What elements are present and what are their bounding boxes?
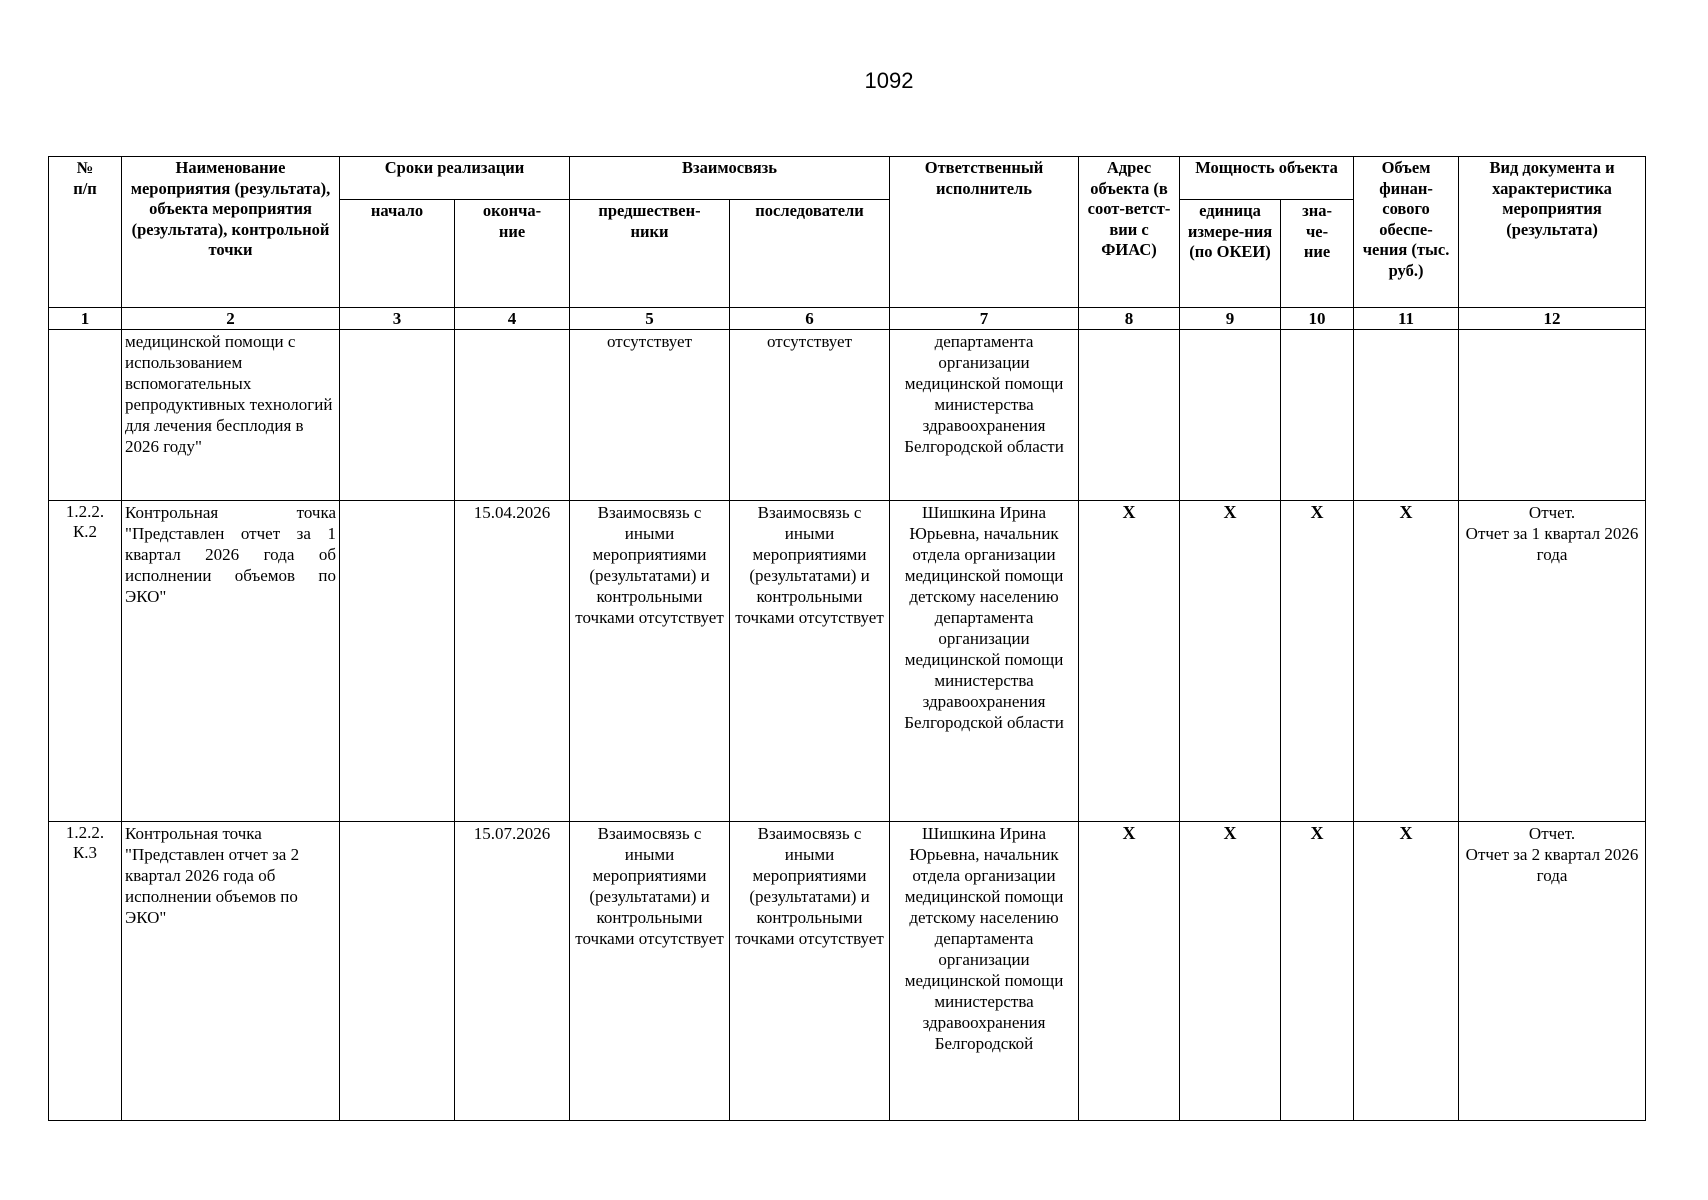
table-row xyxy=(49,330,1646,501)
header-predecessors: предшествен- ники xyxy=(570,200,730,308)
table-header xyxy=(49,157,1646,330)
column-number: 5 xyxy=(570,308,730,330)
column-number: 12 xyxy=(1459,308,1646,330)
row-start xyxy=(340,330,455,501)
row-id xyxy=(49,330,122,501)
header-value: зна- че- ние xyxy=(1281,200,1354,308)
row-finance: Х xyxy=(1354,822,1459,1121)
row-name: медицинской помощи с использованием вспомогательных репродуктивных технологий для лечения бесплодия в 2026 году" xyxy=(122,330,340,501)
header-end: оконча- ние xyxy=(455,200,570,308)
row-unit: Х xyxy=(1180,822,1281,1121)
header-relation: Взаимосвязь xyxy=(570,157,890,200)
row-finance: Х xyxy=(1354,501,1459,822)
row-responsible: департамента организации медицинской помощи министерства здравоохранения Белгородской области xyxy=(890,330,1079,501)
row-responsible: Шишкина Ирина Юрьевна, начальник отдела организации медицинской помощи детскому населению департамента организации медицинской помощи министерства здравоохранения Белгородской xyxy=(890,822,1079,1121)
header-responsible: Ответственный исполнитель xyxy=(890,157,1079,308)
table-row xyxy=(49,501,1646,822)
row-doc: Отчет. Отчет за 1 квартал 2026 года xyxy=(1459,501,1646,822)
row-end: 15.07.2026 xyxy=(455,822,570,1121)
column-number: 7 xyxy=(890,308,1079,330)
header-start: начало xyxy=(340,200,455,308)
row-name: Контрольная точка "Представлен отчет за 1 квартал 2026 года об исполнении объемов по ЭКО" xyxy=(122,501,340,822)
row-doc: Отчет. Отчет за 2 квартал 2026 года xyxy=(1459,822,1646,1121)
plan-table xyxy=(48,156,1646,1121)
row-predecessors: Взаимосвязь с иными мероприятиями (результатами) и контрольными точками отсутствует xyxy=(570,501,730,822)
row-responsible: Шишкина Ирина Юрьевна, начальник отдела организации медицинской помощи детскому населению департамента организации медицинской помощи министерства здравоохранения Белгородской области xyxy=(890,501,1079,822)
row-id: 1.2.2. К.2 xyxy=(49,501,122,822)
header-terms: Сроки реализации xyxy=(340,157,570,200)
header-unit: единица измере-ния (по ОКЕИ) xyxy=(1180,200,1281,308)
row-start xyxy=(340,822,455,1121)
row-address: Х xyxy=(1079,822,1180,1121)
row-address: Х xyxy=(1079,501,1180,822)
row-finance xyxy=(1354,330,1459,501)
row-followers: отсутствует xyxy=(730,330,890,501)
row-end: 15.04.2026 xyxy=(455,501,570,822)
row-unit xyxy=(1180,330,1281,501)
row-id: 1.2.2. К.3 xyxy=(49,822,122,1121)
header-name: Наименование мероприятия (результата), объекта мероприятия (результата), контрольной точки xyxy=(122,157,340,308)
row-doc xyxy=(1459,330,1646,501)
column-number: 2 xyxy=(122,308,340,330)
row-name: Контрольная точка "Представлен отчет за 2 квартал 2026 года об исполнении объемов по ЭКО" xyxy=(122,822,340,1121)
column-number: 8 xyxy=(1079,308,1180,330)
column-number: 3 xyxy=(340,308,455,330)
column-number: 6 xyxy=(730,308,890,330)
header-address: Адрес объекта (в соот-ветст-вии с ФИАС) xyxy=(1079,157,1180,308)
row-unit: Х xyxy=(1180,501,1281,822)
column-number-row xyxy=(49,308,1646,330)
row-start xyxy=(340,501,455,822)
row-end xyxy=(455,330,570,501)
header-followers: последователи xyxy=(730,200,890,308)
header-capacity: Мощность объекта xyxy=(1180,157,1354,200)
row-value: Х xyxy=(1281,822,1354,1121)
column-number: 4 xyxy=(455,308,570,330)
row-value xyxy=(1281,330,1354,501)
column-number: 10 xyxy=(1281,308,1354,330)
column-number: 11 xyxy=(1354,308,1459,330)
header-doc-type: Вид документа и характеристика мероприятия (результата) xyxy=(1459,157,1646,308)
column-number: 9 xyxy=(1180,308,1281,330)
header-num: № п/п xyxy=(49,157,122,308)
row-predecessors: Взаимосвязь с иными мероприятиями (результатами) и контрольными точками отсутствует xyxy=(570,822,730,1121)
table-row xyxy=(49,822,1646,1121)
page-number: 1092 xyxy=(864,68,914,93)
row-address xyxy=(1079,330,1180,501)
row-predecessors: отсутствует xyxy=(570,330,730,501)
row-followers: Взаимосвязь с иными мероприятиями (результатами) и контрольными точками отсутствует xyxy=(730,822,890,1121)
column-number: 1 xyxy=(49,308,122,330)
row-value: Х xyxy=(1281,501,1354,822)
row-followers: Взаимосвязь с иными мероприятиями (результатами) и контрольными точками отсутствует xyxy=(730,501,890,822)
header-finance: Объем финан-сового обеспе-чения (тыс. руб.) xyxy=(1354,157,1459,308)
